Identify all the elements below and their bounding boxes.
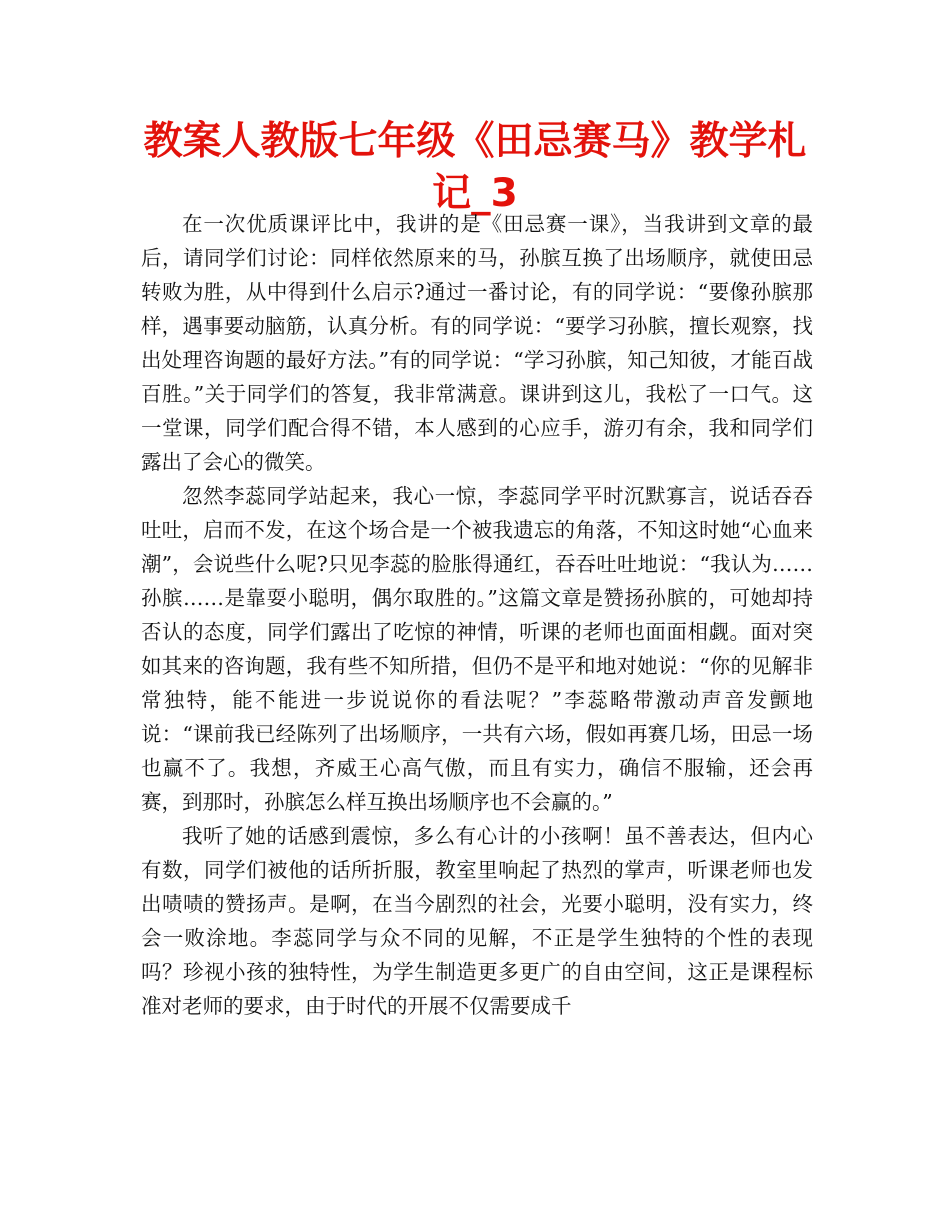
document-body <box>141 207 813 1023</box>
document-title: 教案人教版七年级《田忌赛马》教学札记_3 <box>143 119 807 216</box>
paragraph-3: 我听了她的话感到震惊，多么有心计的小孩啊！虽不善表达，但内心有数，同学们被他的话所折服，教室里响起了热烈的掌声，听课老师也发出啧啧的赞扬声。是啊，在当今剧烈的社会，光要小聪明，没有实力，终会一败涂地。李蕊同学与众不同的见解，不正是学生独特的个性的表现吗？珍视小孩的独特性，为学生制造更多更广的自由空间，这正是课程标准对老师的要求，由于时代的开展不仅需要成千 <box>141 824 813 1018</box>
paragraph-2: 忽然李蕊同学站起来，我心一惊，李蕊同学平时沉默寡言，说话吞吞吐吐，启而不发，在这个场合是一个被我遗忘的角落，不知这时她“心血来潮”，会说些什么呢?只见李蕊的脸胀得通红，吞吞吐吐地说：“我认为……孙膑……是靠耍小聪明，偶尔取胜的。”这篇文章是赞扬孙膑的，可她却持否认的态度，同学们露出了吃惊的神情，听课的老师也面面相觑。面对突如其来的咨询题，我有些不知所措，但仍不是平和地对她说：“你的见解非常独特，能不能进一步说说你的看法呢？”李蕊略带激动声音发颤地说：“课前我已经陈列了出场顺序，一共有六场，假如再赛几场，田忌一场也赢不了。我想，齐威王心高气傲，而且有实力，确信不服输，还会再赛，到那时，孙膑怎么样互换出场顺序也不会赢的。” <box>141 484 813 814</box>
paragraph-1: 在一次优质课评比中，我讲的是《田忌赛一课》，当我讲到文章的最后，请同学们讨论：同样依然原来的马，孙膑互换了出场顺序，就使田忌转败为胜，从中得到什么启示?通过一番讨论，有的同学说：“要像孙膑那样，遇事要动脑筋，认真分析。有的同学说：“要学习孙膑，擅长观察，找出处理咨询题的最好方法。”有的同学说：“学习孙膑，知己知彼，才能百战百胜。”关于同学们的答复，我非常满意。课讲到这儿，我松了一口气。这一堂课，同学们配合得不错，本人感到的心应手，游刃有余，我和同学们露出了会心的微笑。 <box>141 212 813 474</box>
